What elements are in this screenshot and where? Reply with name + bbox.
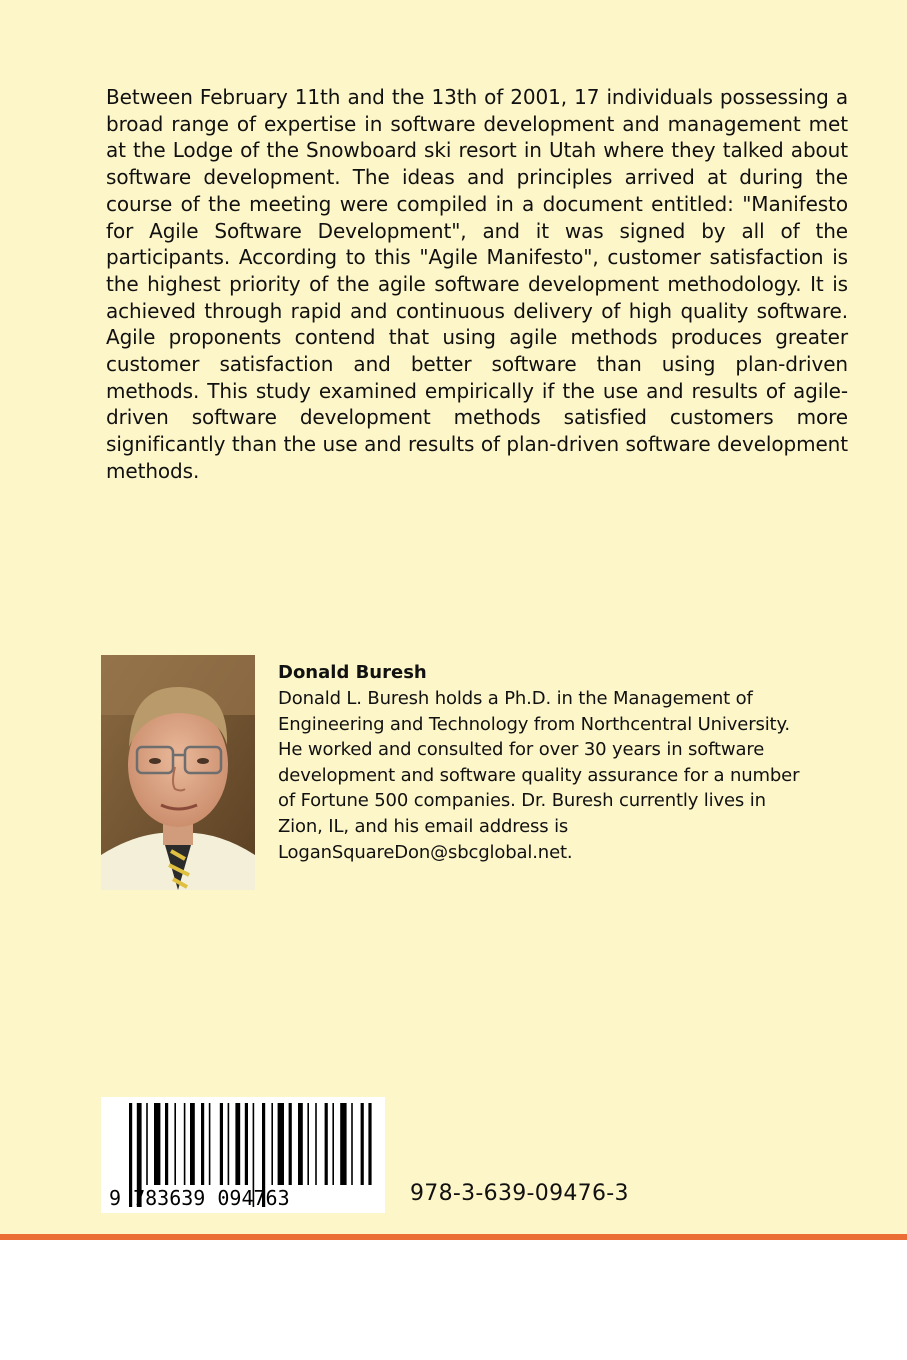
barcode-bar — [307, 1103, 309, 1185]
blurb-line: driven software development methods satisfied customers more — [106, 405, 848, 430]
barcode-bar — [315, 1103, 317, 1185]
blurb-line: Agile proponents contend that using agile methods produces greater — [106, 325, 848, 350]
barcode-bar — [298, 1103, 303, 1185]
blurb-line: the highest priority of the agile software development methodology. It is — [106, 271, 848, 296]
barcode-bar — [235, 1103, 240, 1185]
blurb-line: course of the meeting were compiled in a document entitled: "Manifesto — [106, 191, 848, 216]
blurb-line: customer satisfaction and better software than using plan-driven — [106, 352, 848, 377]
barcode-bar — [351, 1103, 353, 1185]
book-description — [106, 84, 848, 485]
barcode-digits: 9 783639 094763 — [109, 1186, 290, 1210]
blurb-line: for Agile Software Development", and it was signed by all of the — [106, 218, 848, 243]
barcode-bar — [361, 1103, 364, 1185]
blurb-line: at the Lodge of the Snowboard ski resort in Utah where they talked about — [106, 138, 848, 163]
author-bio-line: development and software quality assurance for a number — [278, 764, 800, 786]
author-bio-line: He worked and consulted for over 30 years in software — [278, 739, 765, 761]
barcode-bar — [325, 1103, 328, 1185]
accent-band — [0, 1234, 907, 1240]
author-bio-line: Engineering and Technology from Northcentral University. — [278, 713, 790, 735]
barcode-bar — [174, 1103, 176, 1185]
barcode-bar — [154, 1103, 160, 1185]
barcode-bar — [271, 1103, 273, 1185]
blurb-line: methods. — [106, 458, 200, 483]
blurb-line: software development. The ideas and principles arrived at during the — [106, 165, 848, 190]
barcode-bar — [245, 1103, 248, 1185]
barcode — [101, 1097, 385, 1213]
blurb-line: broad range of expertise in software development and management met — [106, 111, 848, 136]
blurb-line: participants. According to this "Agile Manifesto", customer satisfaction is — [106, 245, 848, 270]
barcode-bar — [220, 1103, 223, 1185]
author-name: Donald Buresh — [278, 662, 427, 683]
barcode-bar — [209, 1103, 211, 1185]
author-bio-line: LoganSquareDon@sbcglobal.net. — [278, 841, 573, 863]
blurb-line: achieved through rapid and continuous delivery of high quality software. — [106, 298, 848, 323]
blurb-line: Between February 11th and the 13th of 2001, 17 individuals possessing a — [106, 85, 848, 109]
barcode-bar — [146, 1103, 148, 1185]
barcode-bar — [340, 1103, 346, 1185]
barcode-bar — [368, 1103, 371, 1185]
barcode-bar — [332, 1103, 334, 1185]
barcode-bar — [289, 1103, 292, 1185]
isbn-number: 978-3-639-09476-3 — [410, 1181, 629, 1206]
barcode-bar — [278, 1103, 284, 1185]
author-bio-line: of Fortune 500 companies. Dr. Buresh currently lives in — [278, 790, 766, 812]
barcode-bar — [184, 1103, 186, 1185]
author-bio-line: Donald L. Buresh holds a Ph.D. in the Management of — [278, 688, 753, 709]
barcode-bar — [201, 1103, 204, 1185]
barcode-bar — [190, 1103, 195, 1185]
author-bio — [278, 686, 838, 865]
barcode-bar — [228, 1103, 230, 1185]
author-bio-line: Zion, IL, and his email address is — [278, 815, 569, 837]
barcode-bar — [165, 1103, 168, 1185]
blurb-line: methods. This study examined empirically if the use and results of agile- — [106, 378, 848, 403]
author-photo — [101, 655, 255, 890]
blurb-line: significantly than the use and results of plan-driven software development — [106, 432, 848, 457]
